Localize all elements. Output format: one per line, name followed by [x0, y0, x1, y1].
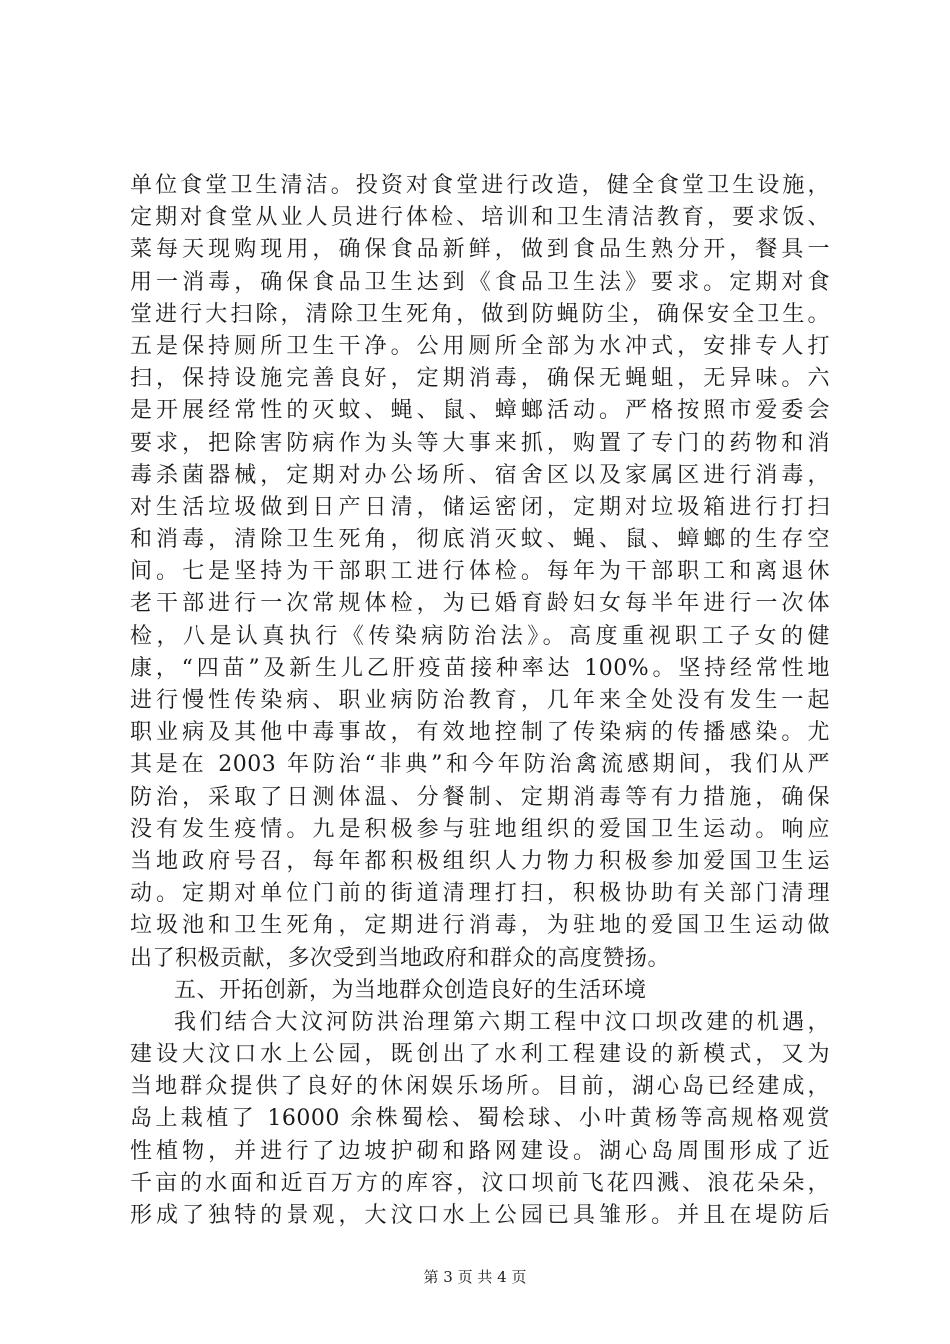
- body-line: 当地群众提供了良好的休闲娱乐场所。目前，湖心岛已经建成，: [130, 1074, 830, 1100]
- body-line: 堂进行大扫除，清除卫生死角，做到防蝇防尘，确保安全卫生。: [130, 301, 830, 327]
- body-line: 进行慢性传染病、职业病防治教育，几年来全处没有发生一起: [130, 688, 830, 713]
- body-line: 防治，采取了日测体温、分餐制、定期消毒等有力措施，确保: [130, 784, 830, 810]
- body-line: 五是保持厕所卫生干净。公用厕所全部为水冲式，安排专人打: [130, 333, 830, 359]
- body-line: 菜每天现购现用，确保食品新鲜，做到食品生熟分开，餐具一: [130, 237, 830, 263]
- body-line: 对生活垃圾做到日产日清，储运密闭，定期对垃圾箱进行打扫: [130, 494, 830, 520]
- body-line: 单位食堂卫生清洁。投资对食堂进行改造，健全食堂卫生设施，: [130, 173, 830, 198]
- body-line: 我们结合大汶河防洪治理第六期工程中汶口坝改建的机遇，: [174, 1009, 830, 1035]
- body-line: 扫，保持设施完善良好，定期消毒，确保无蝇蛆，无异味。六: [130, 366, 830, 392]
- body-line: 康，“四苗”及新生儿乙肝疫苗接种率达 100%。坚持经常性地: [130, 655, 830, 681]
- page-number-footer: 第 3 页 共 4 页: [423, 1268, 527, 1286]
- body-line: 用一消毒，确保食品卫生达到《食品卫生法》要求。定期对食: [130, 269, 830, 295]
- body-line: 当地政府号召，每年都积极组织人力物力积极参加爱国卫生运: [130, 848, 830, 874]
- body-line: 垃圾池和卫生死角，定期进行消毒，为驻地的爱国卫生运动做: [130, 913, 830, 939]
- body-line: 职业病及其他中毒事故，有效地控制了传染病的传播感染。尤: [130, 720, 830, 746]
- body-line: 毒杀菌器械，定期对办公场所、宿舍区以及家属区进行消毒，: [130, 462, 830, 488]
- body-line: 要求，把除害防病作为头等大事来抓，购置了专门的药物和消: [130, 430, 830, 456]
- body-line: 动。定期对单位门前的街道清理打扫，积极协助有关部门清理: [130, 881, 830, 907]
- section-heading: 五、开拓创新，为当地群众创造良好的生活环境: [174, 977, 647, 1003]
- body-line: 是开展经常性的灭蚊、蝇、鼠、蟑螂活动。严格按照市爱委会: [130, 398, 830, 424]
- document-body: [130, 170, 830, 1232]
- body-line: 检，八是认真执行《传染病防治法》。高度重视职工子女的健: [130, 623, 830, 649]
- body-line: 建设大汶口水上公园，既创出了水利工程建设的新模式，又为: [130, 1042, 830, 1068]
- body-line: 和消毒，清除卫生死角，彻底消灭蚊、蝇、鼠、蟑螂的生存空: [130, 527, 830, 553]
- body-line: 其是在 2003 年防治“非典”和今年防治禽流感期间，我们从严: [130, 752, 830, 778]
- body-line: 没有发生疫情。九是积极参与驻地组织的爱国卫生运动。响应: [130, 816, 830, 842]
- body-line: 间。七是坚持为干部职工进行体检。每年为干部职工和离退休: [130, 559, 830, 585]
- body-line: 形成了独特的景观，大汶口水上公园已具雏形。并且在堤防后: [130, 1203, 830, 1228]
- body-line: 出了积极贡献，多次受到当地政府和群众的高度赞扬。: [130, 945, 671, 971]
- body-line: 性植物，并进行了边坡护砌和路网建设。湖心岛周围形成了近: [130, 1138, 830, 1164]
- body-line: 千亩的水面和近百万方的库容，汶口坝前飞花四溅、浪花朵朵，: [130, 1170, 830, 1196]
- body-line: 岛上栽植了 16000 余株蜀桧、蜀桧球、小叶黄杨等高规格观赏: [130, 1106, 830, 1132]
- body-line: 定期对食堂从业人员进行体检、培训和卫生清洁教育，要求饭、: [130, 205, 830, 231]
- body-line: 老干部进行一次常规体检，为已婚育龄妇女每半年进行一次体: [130, 591, 830, 617]
